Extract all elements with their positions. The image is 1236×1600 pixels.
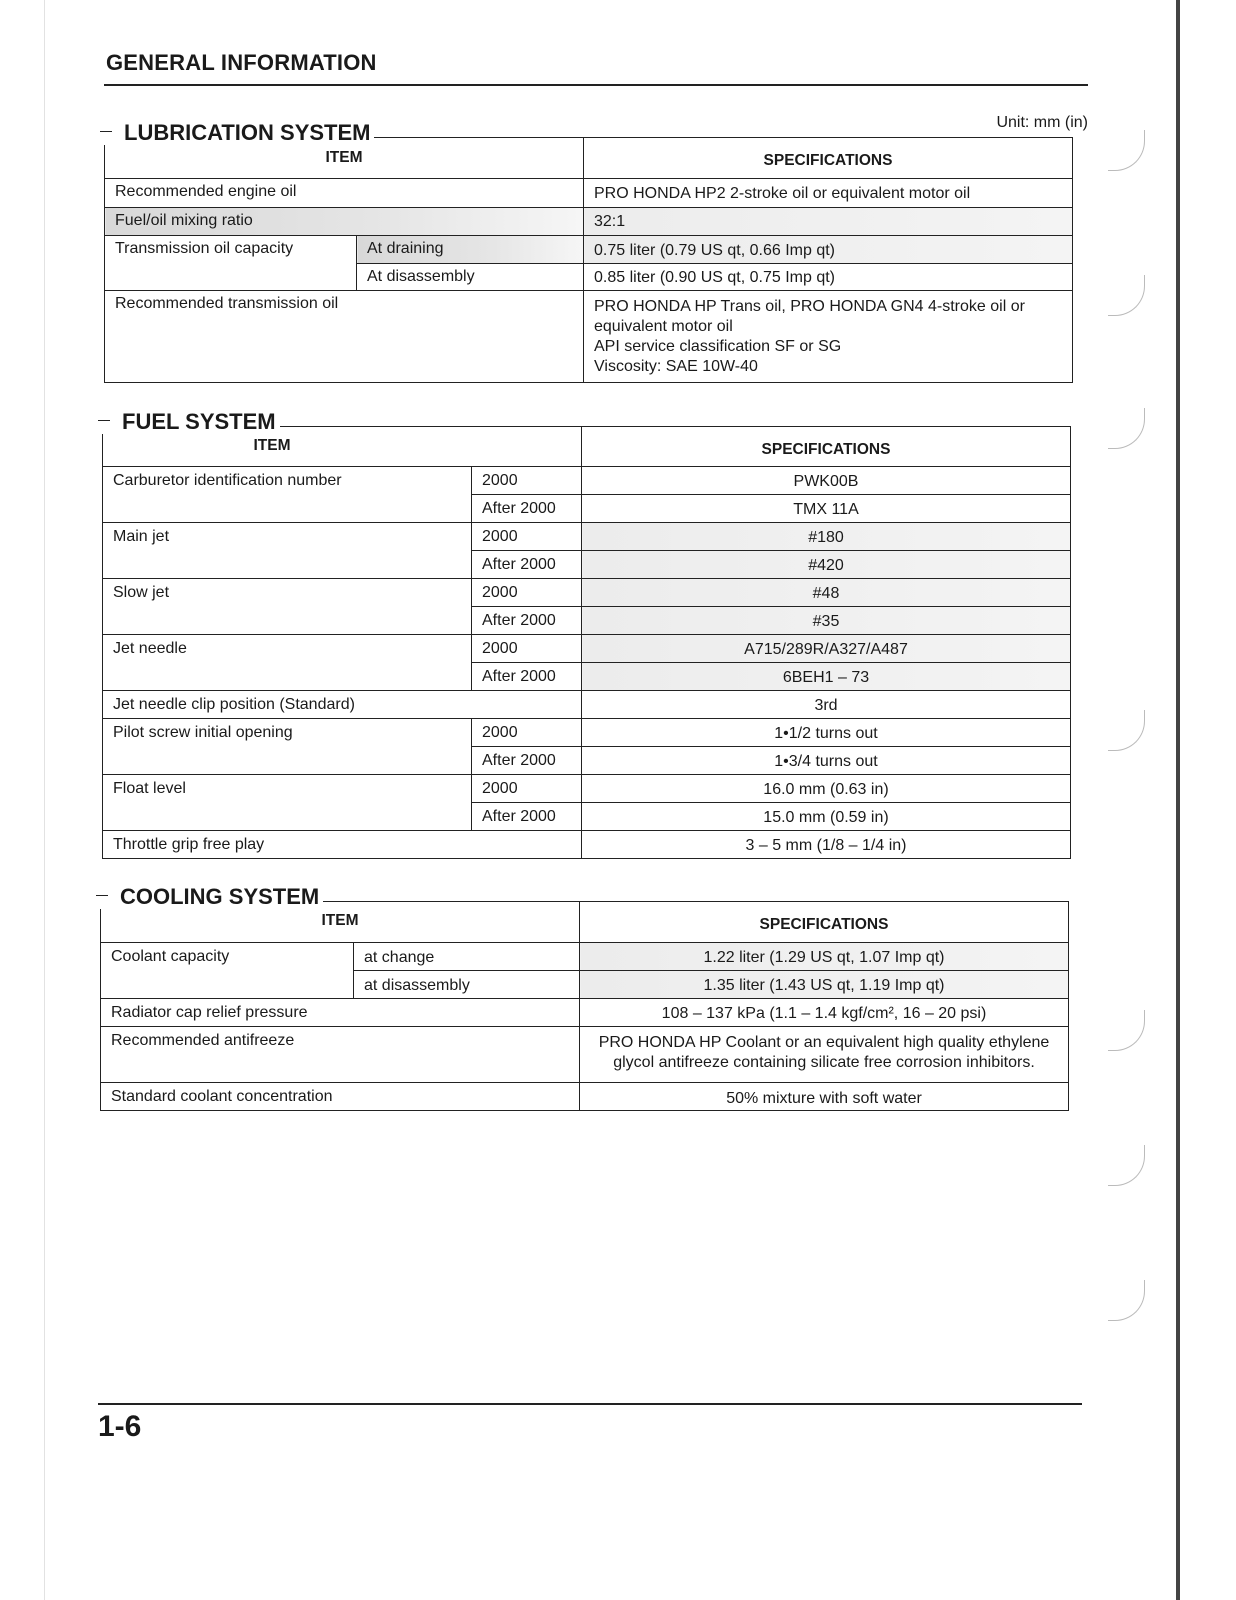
sub-item-cell: 2000 [472, 775, 582, 803]
spec-cell: 108 – 137 kPa (1.1 – 1.4 kgf/cm², 16 – 20 psi) [580, 999, 1069, 1027]
spec-cell: 1.35 liter (1.43 US qt, 1.19 Imp qt) [580, 971, 1069, 999]
binder-hole [1108, 130, 1145, 171]
spec-cell: #180 [582, 523, 1071, 551]
sub-item-cell: After 2000 [472, 803, 582, 831]
sub-item-cell: 2000 [472, 579, 582, 607]
spec-line: glycol antifreeze containing silicate free corrosion inhibitors. [613, 1054, 1035, 1071]
table-row [103, 467, 1071, 495]
spec-cell: 3 – 5 mm (1/8 – 1/4 in) [582, 831, 1071, 859]
spec-cell: A715/289R/A327/A487 [582, 635, 1071, 663]
spec-cell: 50% mixture with soft water [580, 1083, 1069, 1111]
sub-item-cell: After 2000 [472, 551, 582, 579]
binder-hole [1108, 710, 1145, 751]
spec-line: equivalent motor oil [594, 318, 733, 335]
item-cell: Float level [103, 775, 472, 831]
spec-line: PRO HONDA HP Coolant or an equivalent high quality ethylene [598, 1034, 1050, 1051]
sub-item-cell: After 2000 [472, 495, 582, 523]
section-title [104, 121, 374, 145]
page-edge [1176, 0, 1180, 1600]
table-row [105, 208, 1073, 236]
table-row [101, 943, 1069, 971]
sub-item-cell: 2000 [472, 523, 582, 551]
spec-cell [580, 1027, 1069, 1083]
item-cell: Throttle grip free play [103, 831, 582, 859]
sub-item-cell: 2000 [472, 467, 582, 495]
spec-cell: 16.0 mm (0.63 in) [582, 775, 1071, 803]
binder-hole [1108, 408, 1145, 449]
item-header: ITEM [103, 427, 582, 467]
spec-cell: 0.75 liter (0.79 US qt, 0.66 Imp qt) [584, 236, 1073, 264]
spec-cell: 6BEH1 – 73 [582, 663, 1071, 691]
spec-cell: #420 [582, 551, 1071, 579]
spec-header: SPECIFICATIONS [580, 902, 1069, 943]
table-row [101, 1027, 1069, 1083]
section-title-text: LUBRICATION SYSTEM [124, 120, 371, 145]
page-margin-line [44, 0, 45, 1600]
section-title-text: FUEL SYSTEM [122, 409, 276, 434]
title-rule [104, 84, 1088, 86]
binder-hole [1108, 1010, 1145, 1051]
footer-rule [98, 1403, 1082, 1405]
table-row [105, 236, 1073, 264]
item-cell: Coolant capacity [101, 943, 354, 999]
table-row [103, 691, 1071, 719]
spec-cell: 0.85 liter (0.90 US qt, 0.75 Imp qt) [584, 264, 1073, 291]
spec-cell: 3rd [582, 691, 1071, 719]
spec-cell: PRO HONDA HP2 2-stroke oil or equivalent motor oil [584, 179, 1073, 208]
binder-hole [1108, 1280, 1145, 1321]
table-row [105, 179, 1073, 208]
item-cell: Recommended transmission oil [105, 291, 584, 383]
item-cell: Radiator cap relief pressure [101, 999, 580, 1027]
table-row [101, 1083, 1069, 1111]
spec-cell: PWK00B [582, 467, 1071, 495]
spec-cell: 1•3/4 turns out [582, 747, 1071, 775]
spec-line: PRO HONDA HP Trans oil, PRO HONDA GN4 4-stroke oil or [594, 298, 1025, 315]
spec-cell: #35 [582, 607, 1071, 635]
item-cell: Fuel/oil mixing ratio [105, 208, 584, 236]
item-cell: Standard coolant concentration [101, 1083, 580, 1111]
spec-cell: 32:1 [584, 208, 1073, 236]
item-header: ITEM [101, 902, 580, 943]
cooling-section [100, 884, 1069, 1111]
item-cell: Carburetor identification number [103, 467, 472, 523]
sub-item-cell: After 2000 [472, 663, 582, 691]
page-number: 1-6 [98, 1410, 142, 1443]
table-row [101, 999, 1069, 1027]
page-title: GENERAL INFORMATION [106, 50, 377, 75]
spec-header: SPECIFICATIONS [584, 138, 1073, 179]
item-cell: Jet needle [103, 635, 472, 691]
sub-item-cell: 2000 [472, 635, 582, 663]
spec-line: Viscosity: SAE 10W-40 [594, 358, 758, 375]
sub-item-cell: After 2000 [472, 607, 582, 635]
fuel-section [102, 409, 1071, 859]
item-header: ITEM [105, 138, 584, 179]
section-title [102, 410, 280, 434]
sub-item-cell: at disassembly [354, 971, 580, 999]
spec-cell: 1.22 liter (1.29 US qt, 1.07 Imp qt) [580, 943, 1069, 971]
table-row [103, 635, 1071, 663]
item-cell: Pilot screw initial opening [103, 719, 472, 775]
fuel-table [102, 426, 1071, 859]
spec-cell: 15.0 mm (0.59 in) [582, 803, 1071, 831]
lubrication-table [104, 137, 1073, 383]
item-cell: Transmission oil capacity [105, 236, 357, 291]
table-row [103, 831, 1071, 859]
spec-line: API service classification SF or SG [594, 338, 842, 355]
item-cell: Jet needle clip position (Standard) [103, 691, 582, 719]
sub-item-cell: At draining [357, 236, 584, 264]
table-row [103, 579, 1071, 607]
sub-item-cell: After 2000 [472, 747, 582, 775]
item-cell: Slow jet [103, 579, 472, 635]
sub-item-cell: at change [354, 943, 580, 971]
item-cell: Main jet [103, 523, 472, 579]
table-row [103, 775, 1071, 803]
table-row [103, 719, 1071, 747]
spec-cell: #48 [582, 579, 1071, 607]
cooling-table [100, 901, 1069, 1111]
sub-item-cell: At disassembly [357, 264, 584, 291]
spec-cell: 1•1/2 turns out [582, 719, 1071, 747]
spec-cell: TMX 11A [582, 495, 1071, 523]
unit-note: Unit: mm (in) [996, 114, 1088, 131]
spec-cell [584, 291, 1073, 383]
section-title [100, 885, 323, 909]
item-cell: Recommended antifreeze [101, 1027, 580, 1083]
table-row [105, 291, 1073, 383]
section-title-text: COOLING SYSTEM [120, 884, 320, 909]
spec-header: SPECIFICATIONS [582, 427, 1071, 467]
table-row [103, 523, 1071, 551]
binder-hole [1108, 1145, 1145, 1186]
binder-hole [1108, 275, 1145, 316]
sub-item-cell: 2000 [472, 719, 582, 747]
item-cell: Recommended engine oil [105, 179, 584, 208]
